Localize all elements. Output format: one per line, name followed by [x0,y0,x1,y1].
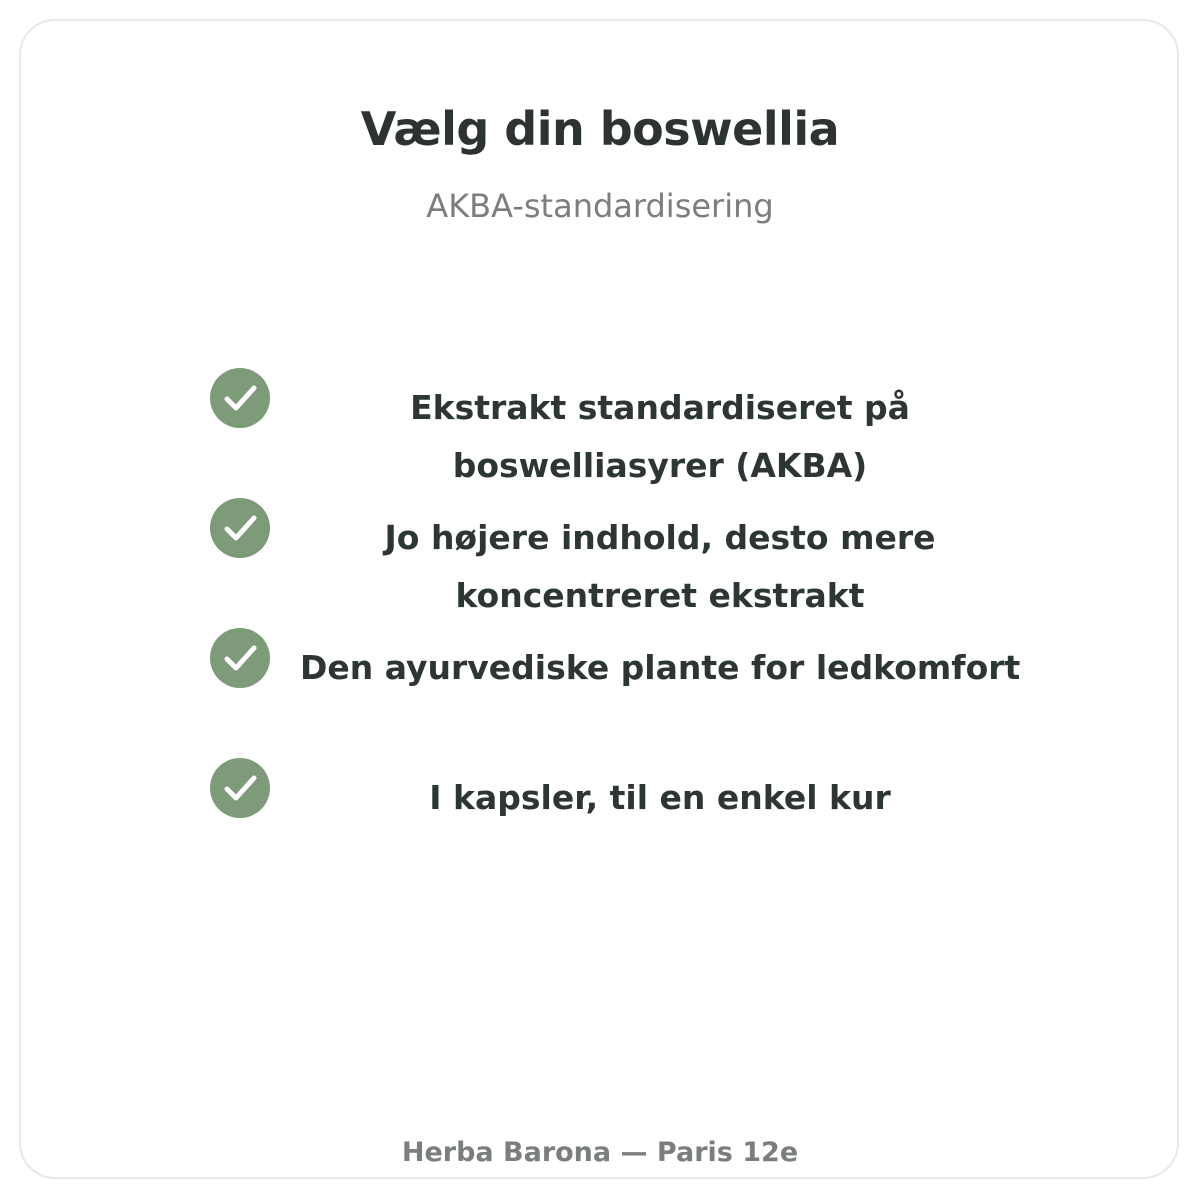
feature-item-1 [300,379,1020,495]
check-circle-icon [210,758,270,818]
feature-item-1-line-1: Ekstrakt standardiseret på [410,388,910,427]
feature-item-2-line-2: koncentreret ekstrakt [455,576,865,615]
feature-item-3 [300,639,1020,697]
feature-item-3-line-1: Den ayurvediske plante for ledkomfort [300,648,1021,687]
footer-brand: Herba Barona — Paris 12e [401,1137,799,1168]
feature-item-1-line-2: boswelliasyrer (AKBA) [452,446,868,485]
feature-item-2 [300,509,1020,625]
check-circle-icon [210,628,270,688]
feature-item-4-line-1: I kapsler, til en enkel kur [429,778,891,817]
page-subtitle: AKBA-standardisering [426,187,774,225]
page-title: Vælg din boswellia [360,102,840,156]
check-circle-icon [210,498,270,558]
feature-item-4 [300,769,1020,827]
feature-item-2-line-1: Jo højere indhold, desto mere [384,518,936,557]
check-circle-icon [210,368,270,428]
